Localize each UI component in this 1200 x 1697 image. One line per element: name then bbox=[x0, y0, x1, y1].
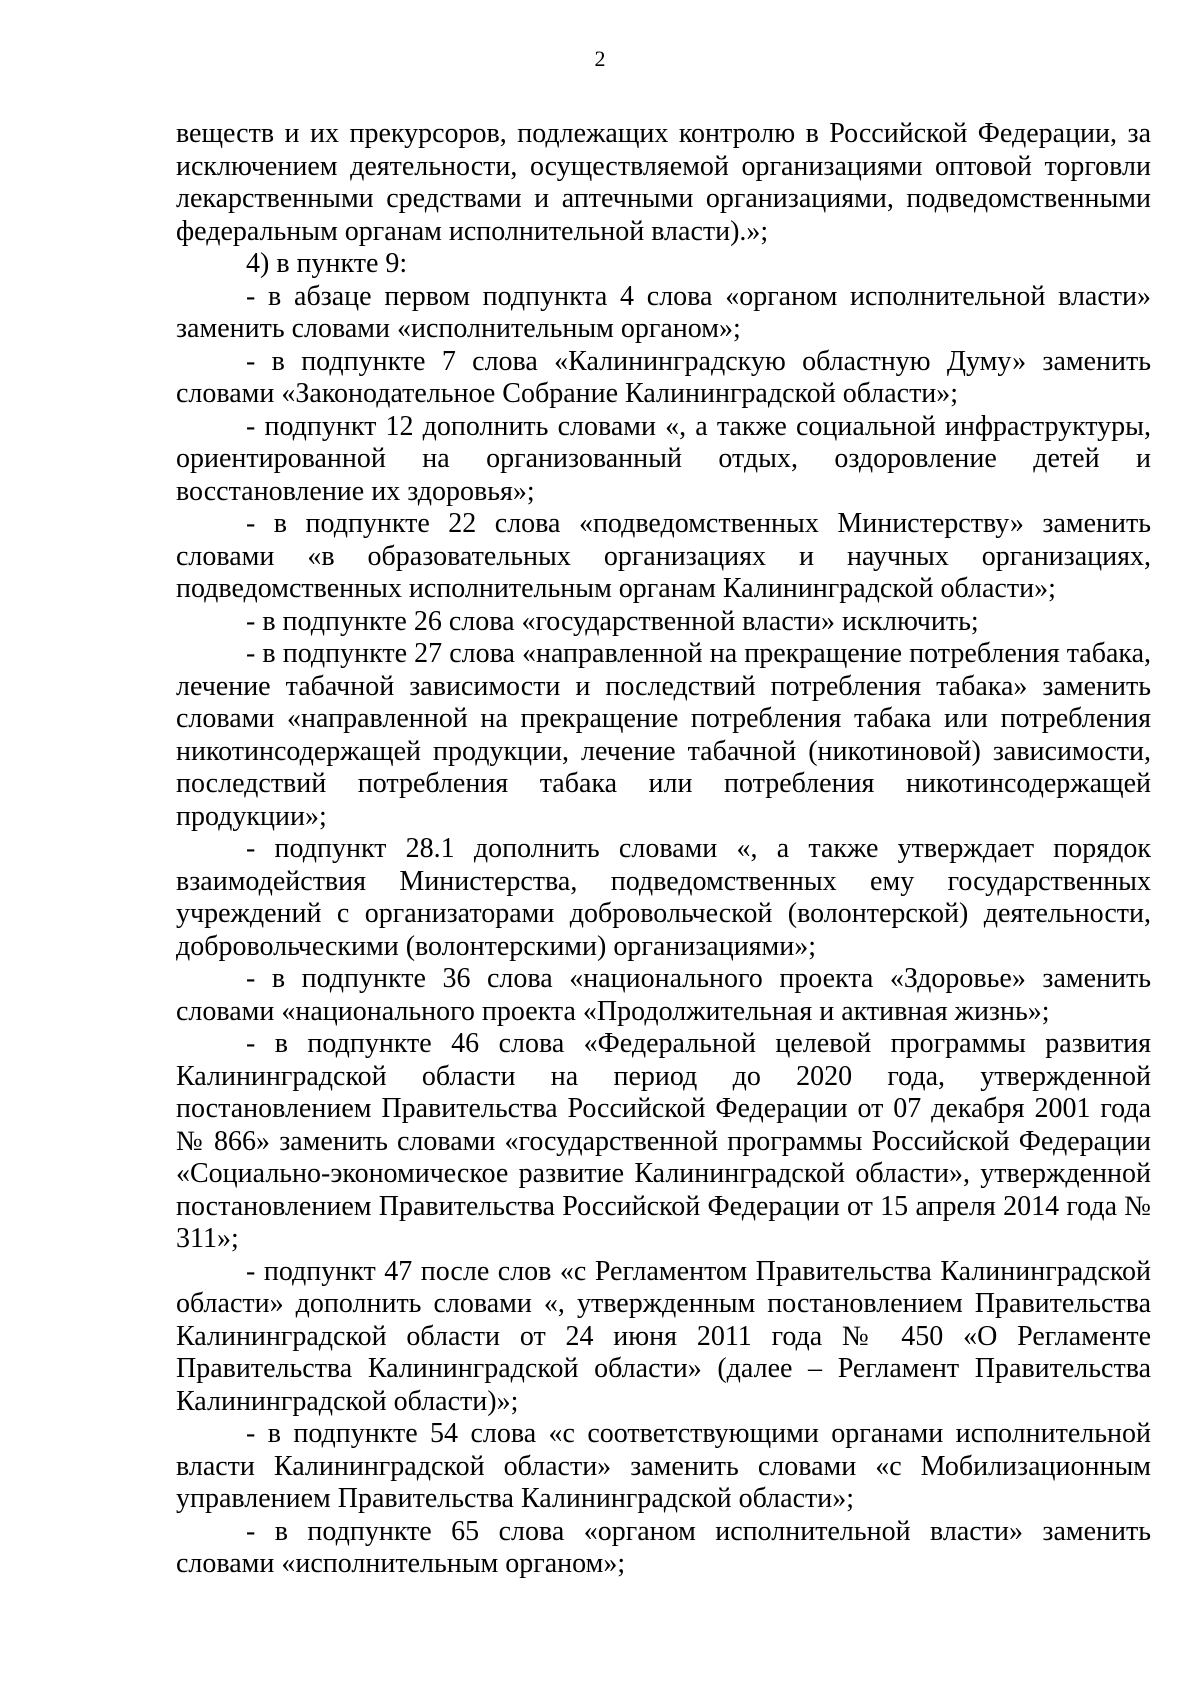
paragraph-subitem-4: - в абзаце первом подпункта 4 слова «органом исполнительной власти» заменить словами «исполнительным органом»; bbox=[176, 280, 1151, 344]
paragraph-subitem-22: - в подпункте 22 слова «подведомственных Министерству» заменить словами «в образовательных организациях и научных организациях, подведомственных исполнительным органам Калининградской области»; bbox=[176, 508, 1151, 604]
paragraph-subitem-46: - в подпункте 46 слова «Федеральной целевой программы развития Калининградской области на период до 2020 года, утвержденной постановлением Правительства Российской Федерации от 07 декабря 2001 года № 866» заменить словами «государственной программы Российской Федерации «Социально-экономическое развитие Калининградской области», утвержденной постановлением Правительства Российской Федерации от 15 апреля 2014 года № 311»; bbox=[176, 1028, 1151, 1254]
paragraph-subitem-7: - в подпункте 7 слова «Калининградскую областную Думу» заменить словами «Законодательное Собрание Калининградской области»; bbox=[176, 345, 1151, 409]
paragraph-subitem-36: - в подпункте 36 слова «национального проекта «Здоровье» заменить словами «национального проекта «Продолжительная и активная жизнь»; bbox=[176, 963, 1151, 1027]
paragraph-subitem-12: - подпункт 12 дополнить словами «, а также социальной инфраструктуры, ориентированной на организованный отдых, оздоровление детей и восстановление их здоровья»; bbox=[176, 410, 1151, 507]
paragraph-continuation: веществ и их прекурсоров, подлежащих контролю в Российской Федерации, за исключением деятельности, осуществляемой организациями оптовой торговли лекарственными средствами и аптечными организациями, подведомственными федеральным органам исполнительной власти).»; bbox=[176, 118, 1151, 247]
paragraph-subitem-65: - в подпункте 65 слова «органом исполнительной власти» заменить словами «исполнительным органом»; bbox=[176, 1515, 1151, 1579]
paragraph-subitem-26: - в подпункте 26 слова «государственной власти» исключить; bbox=[246, 605, 979, 637]
paragraph-subitem-27: - в подпункте 27 слова «направленной на прекращение потребления табака, лечение табачной зависимости и последствий потребления табака» заменить словами «направленной на прекращение потребления табака или потребления никотинсодержащей продукции, лечение табачной (никотиновой) зависимости, последствий потребления табака или потребления никотинсодержащей продукции»; bbox=[176, 638, 1151, 832]
document-body bbox=[176, 118, 1151, 1581]
page-number: 2 bbox=[594, 46, 606, 71]
paragraph-subitem-47: - подпункт 47 после слов «с Регламентом Правительства Калининградской области» дополнить словами «, утвержденным постановлением Правительства Калининградской области от 24 июня 2011 года № 450 «О Регламенте Правительства Калининградской области» (далее – Регламент Правительства Калининградской области)»; bbox=[176, 1255, 1151, 1417]
paragraph-subitem-54: - в подпункте 54 слова «с соответствующими органами исполнительной власти Калининградской области» заменить словами «с Мобилизационным управлением Правительства Калининградской области»; bbox=[176, 1418, 1151, 1514]
paragraph-item-4: 4) в пункте 9: bbox=[246, 248, 408, 279]
paragraph-subitem-28-1: - подпункт 28.1 дополнить словами «, а также утверждает порядок взаимодействия Министерства, подведомственных ему государственных учреждений с организаторами добровольческой (волонтерской) деятельности, добровольческими (волонтерскими) организациями»; bbox=[176, 833, 1151, 962]
